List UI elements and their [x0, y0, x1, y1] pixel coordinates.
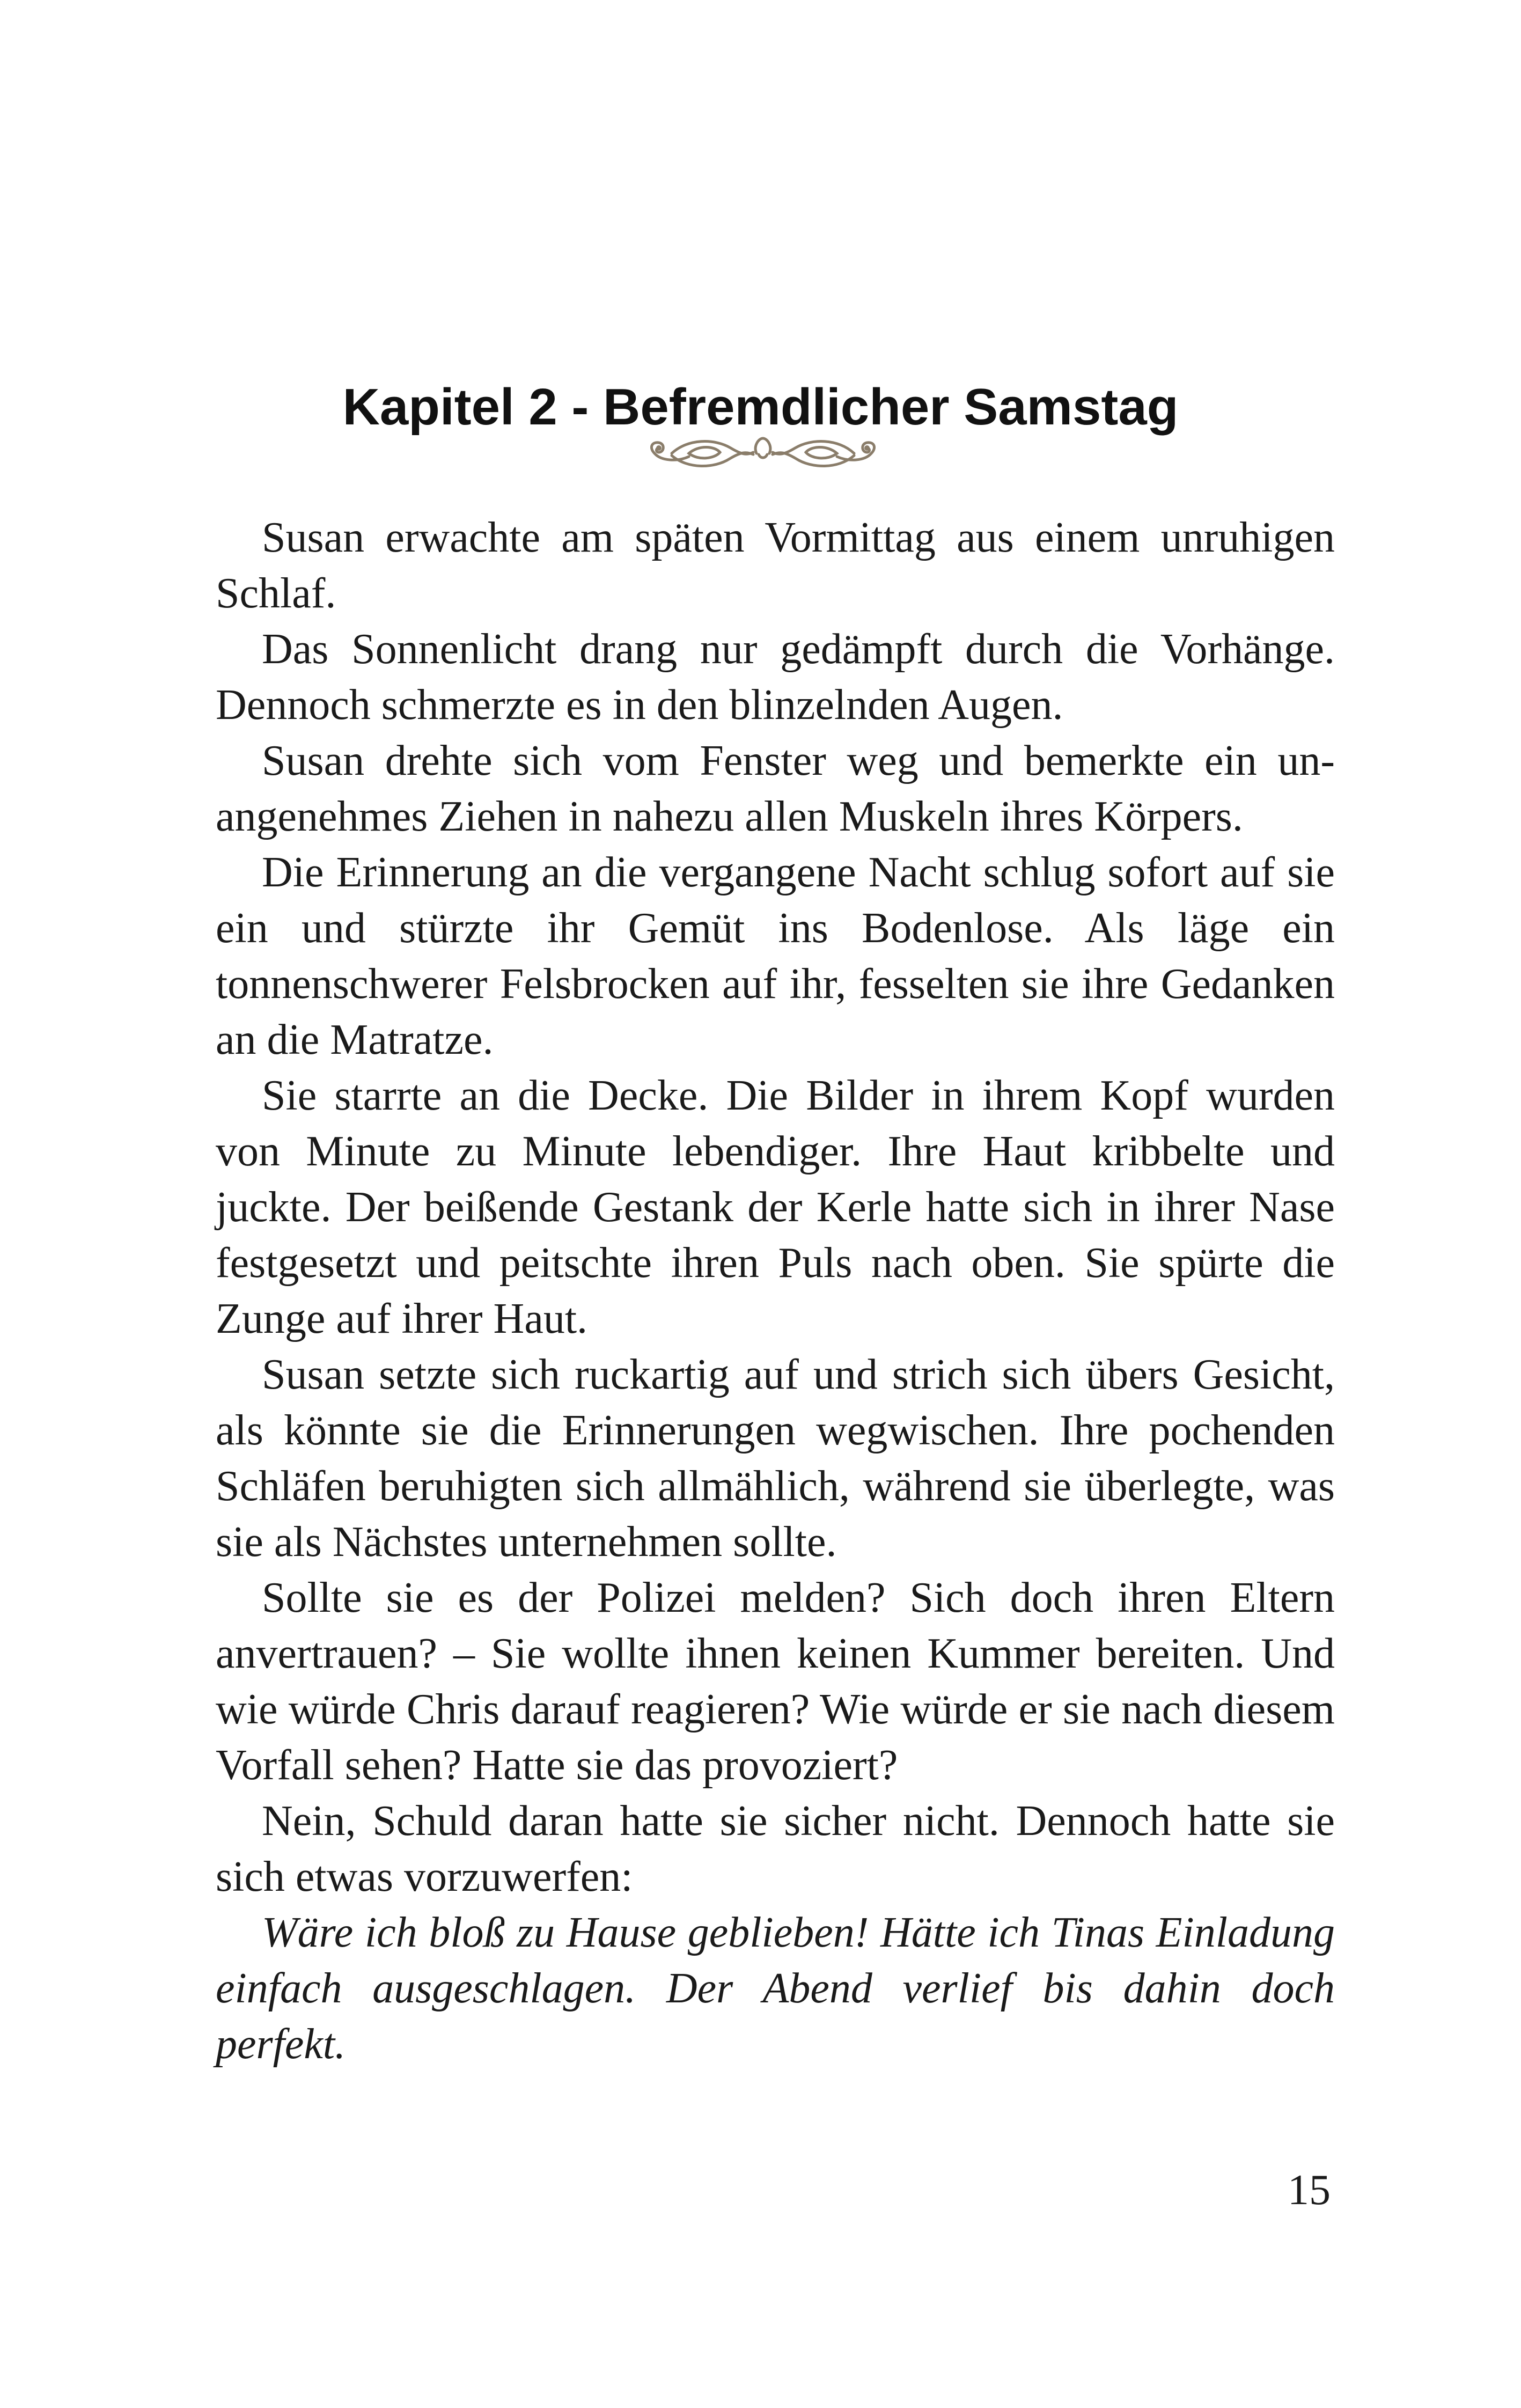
paragraph-italic-thought: Wäre ich bloß zu Hause geblieben! Hätte ich Tinas Einladung einfach ausgeschlagen. Der Abend verlief bis dahin doch perfekt. — [216, 1909, 1335, 2068]
paragraph: Die Erinnerung an die vergangene Nacht schlug sofort auf sie ein und stürzte ihr Gemüt ins Bodenlose. Als läge ein tonnenschwerer Felsbrocken auf ihr, fesselten sie ihre Gedanken an die Matratze. — [216, 849, 1335, 1063]
paragraph: Susan erwachte am späten Vormittag aus einem unruhigen Schlaf. — [216, 514, 1335, 617]
paragraph: Susan setzte sich ruckartig auf und strich sich übers Gesicht, als könnte sie die Erinnerungen wegwischen. Ihre pochenden Schläfen beruhigten sich allmählich, während sie überlegte, was sie als Nächstes unternehmen sollte. — [216, 1351, 1335, 1566]
chapter-title: Kapitel 2 - Befremdlicher Samstag — [342, 378, 1179, 436]
paragraph: Susan drehte sich vom Fenster weg und bemerkte ein unangenehmes Ziehen in nahezu allen Muskeln ihres Körpers. — [216, 737, 1335, 840]
paragraph: Sollte sie es der Polizei melden? Sich doch ihren Eltern anvertrauen? – Sie wollte ihnen keinen Kummer bereiten. Und wie würde Chris darauf reagieren? Wie würde er sie nach diesem Vorfall sehen? Hatte sie das provoziert? — [216, 1574, 1335, 1789]
scroll-flourish-icon — [640, 427, 886, 480]
chapter-body — [216, 510, 1335, 2072]
page-number: 15 — [1288, 2167, 1331, 2214]
paragraph: Nein, Schuld daran hatte sie sicher nicht. Dennoch hatte sie sich etwas vorzuwerfen: — [216, 1797, 1335, 1900]
paragraph: Das Sonnenlicht drang nur gedämpft durch die Vorhänge. Dennoch schmerzte es in den blinzelnden Augen. — [216, 626, 1335, 729]
paragraph: Sie starrte an die Decke. Die Bilder in ihrem Kopf wurden von Minute zu Minute lebendiger. Ihre Haut kribbelte und juckte. Der beißende Gestank der Kerle hatte sich in ihrer Nase festgesetzt und peitschte ihren Puls nach oben. Sie spürte die Zunge auf ihrer Haut. — [216, 1072, 1335, 1342]
